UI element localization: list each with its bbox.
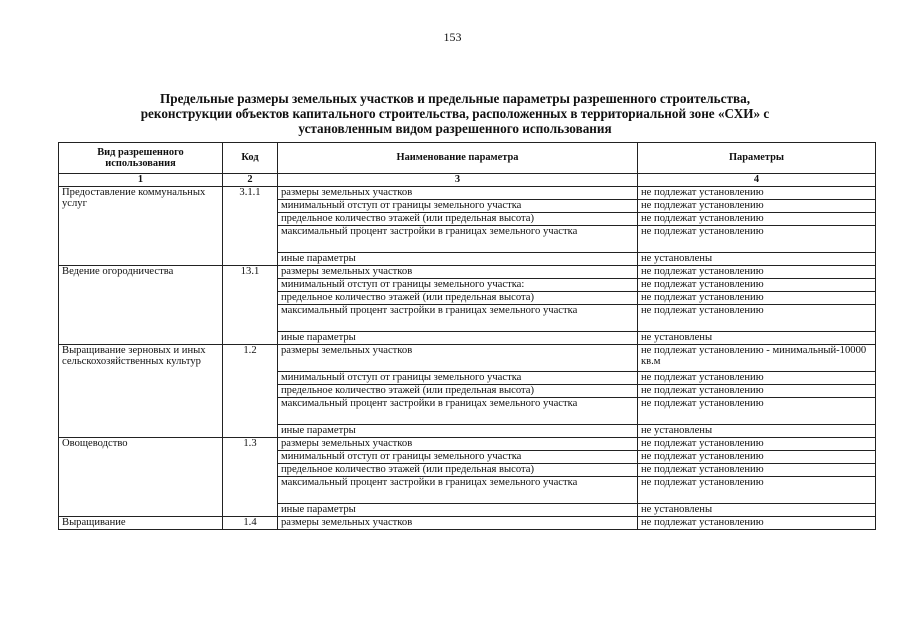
column-number: 3: [278, 174, 638, 187]
param-value-cell: не подлежат установлению: [638, 477, 876, 504]
page-number: 153: [443, 30, 462, 44]
use-kind-cell: Ведение огородничества: [59, 266, 223, 345]
param-value-cell: не подлежат установлению: [638, 213, 876, 226]
param-name-cell: размеры земельных участков: [278, 438, 638, 451]
param-value-cell: не установлены: [638, 504, 876, 517]
param-value-cell: не подлежат установлению: [638, 279, 876, 292]
use-code-cell: 1.3: [223, 438, 278, 517]
column-number-row: [59, 174, 876, 187]
header-code: Код: [223, 143, 278, 174]
title-line-1: Предельные размеры земельных участков и предельные параметры разрешенного строительства,: [159, 91, 750, 106]
param-value-cell: не подлежат установлению: [638, 292, 876, 305]
use-kind-cell: Овощеводство: [59, 438, 223, 517]
table-row: [59, 187, 876, 200]
param-value-cell: не подлежат установлению: [638, 226, 876, 253]
param-name-cell: предельное количество этажей (или предельная высота): [278, 292, 638, 305]
parameters-table: [58, 142, 876, 530]
param-name-cell: предельное количество этажей (или предельная высота): [278, 213, 638, 226]
table-row: [59, 438, 876, 451]
param-name-cell: минимальный отступ от границы земельного участка: [278, 200, 638, 213]
use-code-cell: 1.2: [223, 345, 278, 438]
param-name-cell: максимальный процент застройки в границах земельного участка: [278, 398, 638, 425]
param-value-cell: не установлены: [638, 332, 876, 345]
title-line-2: реконструкции объектов капитального строительства, расположенных в территориальной зоне «СХИ» с: [140, 106, 770, 121]
param-value-cell: не подлежат установлению: [638, 438, 876, 451]
param-name-cell: иные параметры: [278, 253, 638, 266]
param-value-cell: не подлежат установлению: [638, 200, 876, 213]
column-number: 4: [638, 174, 876, 187]
param-value-cell: не подлежат установлению: [638, 372, 876, 385]
document-title: [60, 91, 850, 136]
table-header-row: [59, 143, 876, 174]
param-value-cell: не подлежат установлению: [638, 517, 876, 530]
param-name-cell: размеры земельных участков: [278, 187, 638, 200]
title-line-3: установленным видом разрешенного использования: [298, 121, 612, 136]
param-name-cell: иные параметры: [278, 332, 638, 345]
param-name-cell: размеры земельных участков: [278, 345, 638, 372]
param-name-cell: иные параметры: [278, 504, 638, 517]
param-name-cell: минимальный отступ от границы земельного участка: [278, 372, 638, 385]
use-kind-cell: Выращивание зерновых и иных сельскохозяйственных культур: [59, 345, 223, 438]
param-value-cell: не установлены: [638, 425, 876, 438]
column-number: 2: [223, 174, 278, 187]
param-value-cell: не подлежат установлению: [638, 398, 876, 425]
use-code-cell: 1.4: [223, 517, 278, 530]
param-name-cell: размеры земельных участков: [278, 266, 638, 279]
column-number: 1: [59, 174, 223, 187]
param-value-cell: не подлежат установлению: [638, 451, 876, 464]
use-kind-cell: Выращивание: [59, 517, 223, 530]
param-name-cell: предельное количество этажей (или предельная высота): [278, 464, 638, 477]
use-code-cell: 13.1: [223, 266, 278, 345]
header-params: Параметры: [638, 143, 876, 174]
param-name-cell: размеры земельных участков: [278, 517, 638, 530]
table-row: [59, 266, 876, 279]
param-name-cell: минимальный отступ от границы земельного участка:: [278, 279, 638, 292]
param-name-cell: максимальный процент застройки в границах земельного участка: [278, 477, 638, 504]
param-name-cell: иные параметры: [278, 425, 638, 438]
param-value-cell: не подлежат установлению - минимальный-10000 кв.м: [638, 345, 876, 372]
table-row: [59, 517, 876, 530]
param-value-cell: не подлежат установлению: [638, 464, 876, 477]
use-kind-cell: Предоставление коммунальных услуг: [59, 187, 223, 266]
table-row: [59, 345, 876, 372]
header-param-name: Наименование параметра: [278, 143, 638, 174]
param-name-cell: максимальный процент застройки в границах земельного участка: [278, 305, 638, 332]
use-code-cell: 3.1.1: [223, 187, 278, 266]
param-value-cell: не подлежат установлению: [638, 187, 876, 200]
param-value-cell: не установлены: [638, 253, 876, 266]
param-name-cell: максимальный процент застройки в границах земельного участка: [278, 226, 638, 253]
header-kind: Вид разрешенного использования: [59, 143, 223, 174]
param-name-cell: минимальный отступ от границы земельного участка: [278, 451, 638, 464]
param-value-cell: не подлежат установлению: [638, 266, 876, 279]
param-value-cell: не подлежат установлению: [638, 385, 876, 398]
param-name-cell: предельное количество этажей (или предельная высота): [278, 385, 638, 398]
param-value-cell: не подлежат установлению: [638, 305, 876, 332]
